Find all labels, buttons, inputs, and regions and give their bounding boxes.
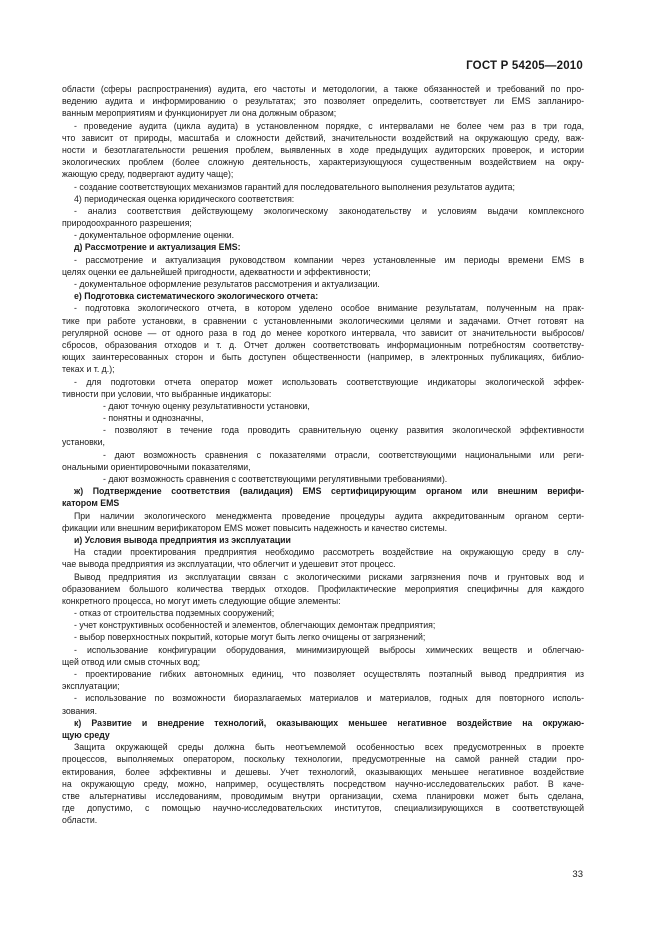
text-line: - отказ от строительства подземных сооружений; [74, 608, 275, 619]
text-line: процессов, выполняемых оператором, поскольку технологии, предусмотренные на самой ранней стадии про- [62, 754, 584, 765]
text-line: установки, [62, 437, 105, 448]
text-line: - создание соответствующих механизмов гарантий для последовательного выполнения результатов аудита; [74, 181, 515, 192]
text-line: - анализ соответствия действующему экологическому законодательству и условиям выдачи комплексного [74, 205, 584, 216]
text-line: - дают возможность сравнения с показателями отрасли, соответствующими национальными или реги- [103, 449, 584, 460]
text-line: тивности при условии, что выбранные индикаторы: [62, 388, 272, 399]
text-line: - дают точную оценку результативности установки, [103, 400, 310, 411]
text-line: стве альтернативы исследованиям, проводимым внутри организации, схема планировки может быть сделана, [62, 790, 584, 801]
text-line: эксплуатации; [62, 681, 120, 692]
text-line: катором EMS [62, 498, 120, 509]
text-line: - рассмотрение и актуализация руководством компании через установленные им периоды времени EMS в [74, 254, 584, 265]
text-line: области. [62, 815, 98, 826]
text-line: - учет конструктивных особенностей и элементов, облегчающих демонтаж предприятия; [74, 620, 436, 631]
text-line: На стадии проектирования предприятия необходимо рассмотреть воздействие на окружающую среду в слу- [74, 547, 584, 558]
text-line: - проектирование гибких автономных единиц, что позволяет осуществлять поэтапный вывод предприятия из [74, 669, 584, 679]
text-line: что зависит от природы, масштаба и сложности действий, значительности воздействий на окружающую среду, важ- [62, 132, 584, 143]
text-line: щую среду [62, 729, 110, 740]
text-line: 4) периодическая оценка юридического соответствия: [74, 193, 295, 204]
text-line: зования. [62, 705, 98, 716]
text-line: ональными ориентировочными показателями, [62, 461, 251, 472]
text-line: чае вывода предприятия из эксплуатации, что облегчит и удешевит этот процесс. [62, 559, 396, 570]
text-line: - позволяют в течение года проводить сравнительную оценку развития экологической эффективности [103, 425, 584, 436]
text-line: к) Развитие и внедрение технологий, оказывающих меньшее негативное воздействие на окружаю- [74, 717, 584, 728]
text-line: экологических проблем (более сложную деятельность, характеризующуюся существенным воздействием на окру- [62, 157, 584, 168]
text-line: теках и т. д.); [62, 364, 115, 375]
text-line: - выбор поверхностных покрытий, которые могут быть легко очищены от загрязнений; [74, 632, 426, 643]
text-line: тике при работе установки, в сравнении с установленными экологическими целями и задачами. Отчет готовят на [62, 315, 584, 326]
page-number: 33 [572, 869, 583, 880]
text-line: - использование по возможности биоразлагаемых материалов и материалов, годных для повторного исполь- [74, 693, 584, 704]
text-line: жающую среду, подвергают аудиту чаще); [62, 169, 234, 180]
text-line: и) Условия вывода предприятия из эксплуатации [74, 534, 291, 545]
text-line: - документальное оформление оценки. [74, 230, 235, 241]
text-line: ектирования, более эффективны и дешевы. Учет технологий, оказывающих меньшее негативное воздействие [62, 766, 584, 777]
text-line: Вывод предприятия из эксплуатации связан с экологическими рисками загрязнения почв и грунтовых вод и [74, 571, 584, 582]
text-line: - подготовка экологического отчета, в котором уделено особое внимание результатам, полученным на прак- [74, 303, 584, 314]
text-line: - дают возможность сравнения с соответствующими регулятивными требованиями). [103, 474, 448, 484]
text-line: области (сферы распространения) аудита, его частоты и методологии, а также обязанностей и требований по про- [62, 84, 584, 94]
text-line: ванным мероприятиям и функционирует ли она должным образом; [62, 108, 337, 119]
text-line: - использование конфигурации оборудования, минимизирующей выбросы химических веществ и облегчаю- [74, 644, 584, 655]
text-line: щей отвод или смыв сточных вод; [62, 656, 201, 667]
text-line: - документальное оформление результатов рассмотрения и актуализации. [74, 279, 380, 289]
document-id-header: ГОСТ Р 54205—2010 [466, 60, 583, 72]
text-line: сбросов, образования отходов и т. д. Отчет должен соответствовать информационным потребностям соответству- [62, 339, 584, 350]
text-line: - проведение аудита (цикла аудита) в установленном порядке, с интервалами не более чем раз в три года, [74, 120, 584, 131]
text-line: конкретного процесса, но могут иметь следующие общие элементы: [62, 595, 341, 606]
text-line: где допустимо, с помощью научно-исследовательских институтов, специализирующихся в соответствующей [62, 803, 584, 814]
text-line: целях оценки ее дальнейшей пригодности, адекватности и эффективности; [62, 266, 371, 277]
text-line: на окружающую среду, можно, например, осуществлять посредством научно-исследовательских работ. В каче- [62, 778, 584, 789]
document-body [62, 83, 584, 826]
text-line: Защита окружающей среды должна быть неотъемлемой особенностью всех предусмотренных в проекте [74, 742, 584, 753]
text-line: - для подготовки отчета оператор может использовать соответствующие индикаторы экологической эффек- [74, 376, 584, 387]
text-line: - понятны и однозначны, [103, 413, 204, 424]
text-line: ж) Подтверждение соответствия (валидация) EMS сертифицирующим органом или внешним верифи- [74, 486, 584, 497]
text-line: ведению аудита и информированию о результатах; это позволяет определить, соответствует ли EMS запланиро- [62, 96, 584, 107]
text-line: ности и безотлагательности решения проблем, выявленных в ходе предыдущих аудиторских проверок, и истории [62, 144, 584, 155]
text-line: фикации или внешним верификатором EMS может повысить надежность и качество системы. [62, 522, 448, 533]
text-line: При наличии экологического менеджмента проведение процедуры аудита аккредитованным органом серти- [74, 510, 584, 521]
text-line: ющих заинтересованных сторон и быть доступен общественности (например, в электронных публикациях, библио- [62, 352, 584, 363]
text-line: природоохранного разрешения; [62, 218, 192, 229]
text-line: регулярной основе — от одного раза в год до менее короткого интервала, что зависит от значительности выбросов/ [62, 327, 584, 338]
text-line: д) Рассмотрение и актуализация EMS: [74, 242, 241, 253]
text-line: образованием большого количества твердых отходов. Профилактические мероприятия специфичны для каждого [62, 583, 584, 594]
text-line: е) Подготовка систематического экологического отчета: [74, 291, 319, 302]
